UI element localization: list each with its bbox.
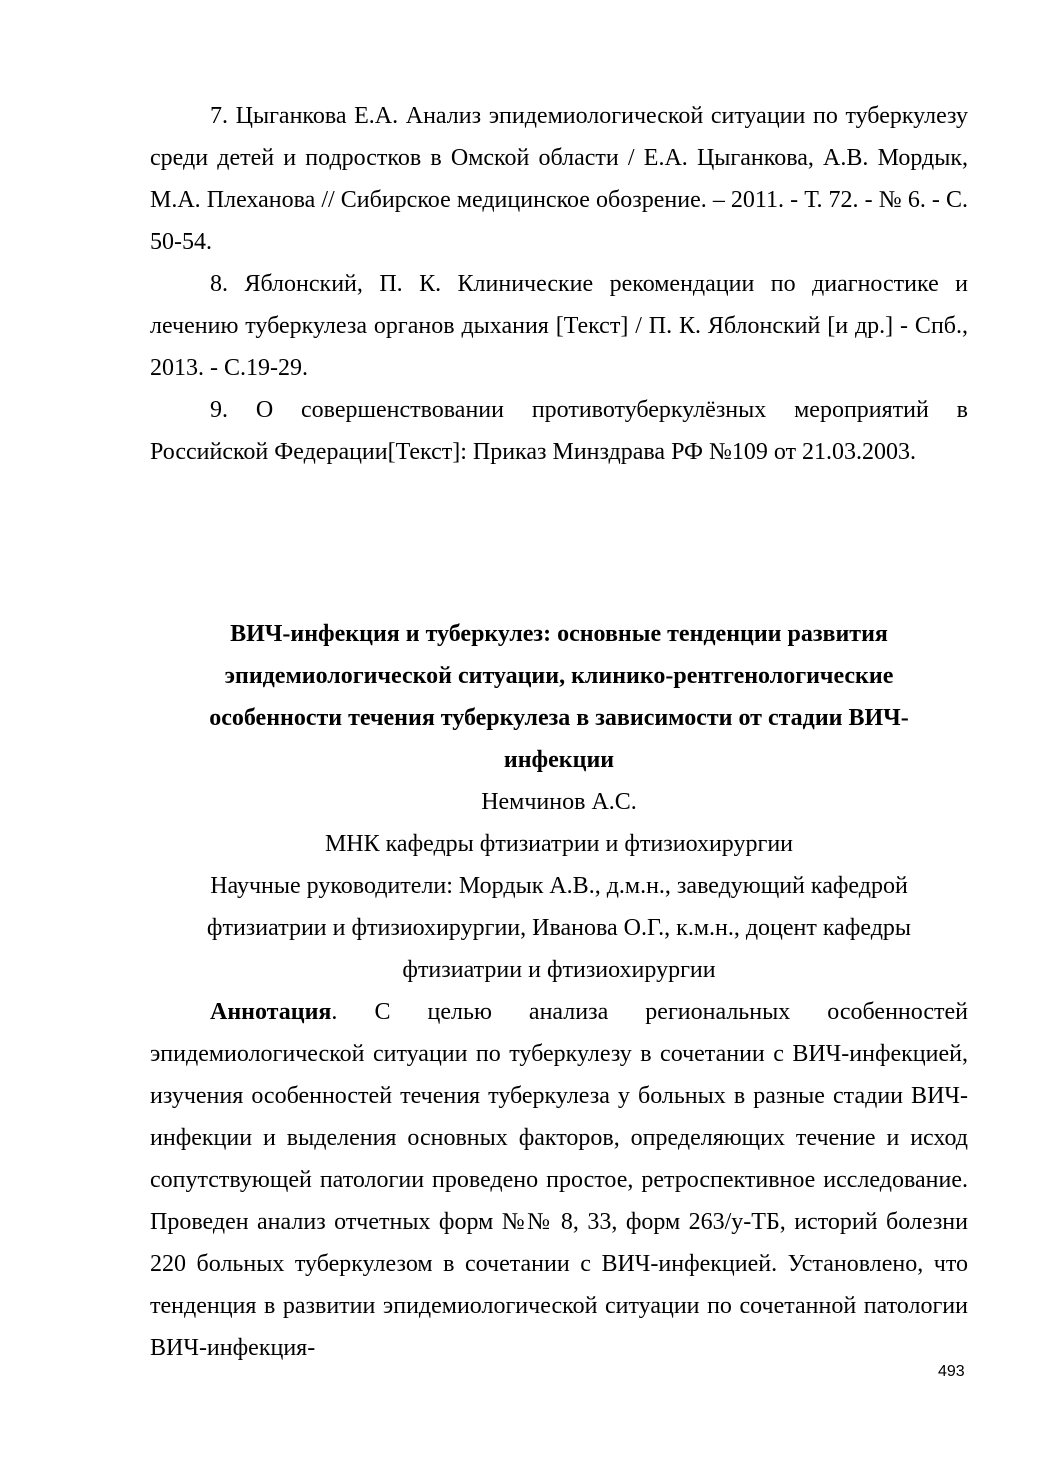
page-content: [150, 95, 968, 1369]
reference-number: 9.: [210, 397, 228, 423]
article-affiliation: МНК кафедры фтизиатрии и фтизиохирургии: [324, 831, 794, 857]
reference-number: 7.: [210, 103, 228, 129]
article-author: Немчинов А.С.: [481, 789, 637, 815]
reference-number: 8.: [210, 271, 228, 297]
reference-text: О совершенствовании противотуберкулёзных мероприятий в Российской Федерации[Текст]: Приказ Минздрава РФ №109 от 21.03.2003.: [150, 397, 969, 465]
reference-item: [150, 95, 968, 263]
reference-text: Цыганкова Е.А. Анализ эпидемиологической ситуации по туберкулезу среди детей и подростков в Омской области / Е.А. Цыганкова, А.В. Мордык, М.А. Плеханова // Сибирское медицинское обозрение. – 2011. - Т. 72. - № 6. - С. 50-54.: [150, 103, 969, 255]
supervisors-line: фтизиатрии и фтизиохирургии: [402, 957, 716, 983]
supervisors-line: фтизиатрии и фтизиохирургии, Иванова О.Г., к.м.н., доцент кафедры: [206, 915, 912, 941]
article-title: ВИЧ-инфекция и туберкулез: основные тенденции развития эпидемиологической ситуации, клинико-рентгенологические особенности течения туберкулеза в зависимости от стадии ВИЧ-инфекции: [209, 621, 909, 773]
reference-list: [150, 95, 968, 473]
section-spacer: [150, 473, 968, 613]
abstract-paragraph: [150, 991, 968, 1369]
reference-item: [150, 263, 968, 389]
abstract-text: . С целью анализа региональных особенностей эпидемиологической ситуации по туберкулезу в сочетании с ВИЧ-инфекцией, изучения особенностей течения туберкулеза у больных в разные стадии ВИЧ-инфекции и выделения основных факторов, определяющих течение и исход сопутствующей патологии проведено простое, ретроспективное исследование. Проведен анализ отчетных форм №№ 8, 33, форм 263/у-ТБ, историй болезни 220 больных туберкулезом в сочетании с ВИЧ-инфекцией. Установлено, что тенденция в развитии эпидемиологической ситуации по сочетанной патологии ВИЧ-инфекция-: [150, 999, 968, 1361]
reference-text: Яблонский, П. К. Клинические рекомендации по диагностике и лечению туберкулеза органов дыхания [Текст] / П. К. Яблонский [и др.] - Спб., 2013. - С.19-29.: [150, 271, 968, 381]
supervisors-line: Научные руководители: Мордык А.В., д.м.н., заведующий кафедрой: [210, 873, 908, 899]
reference-item: [150, 389, 968, 473]
abstract-label: Аннотация: [210, 999, 332, 1025]
page-number: 493: [938, 1363, 965, 1380]
